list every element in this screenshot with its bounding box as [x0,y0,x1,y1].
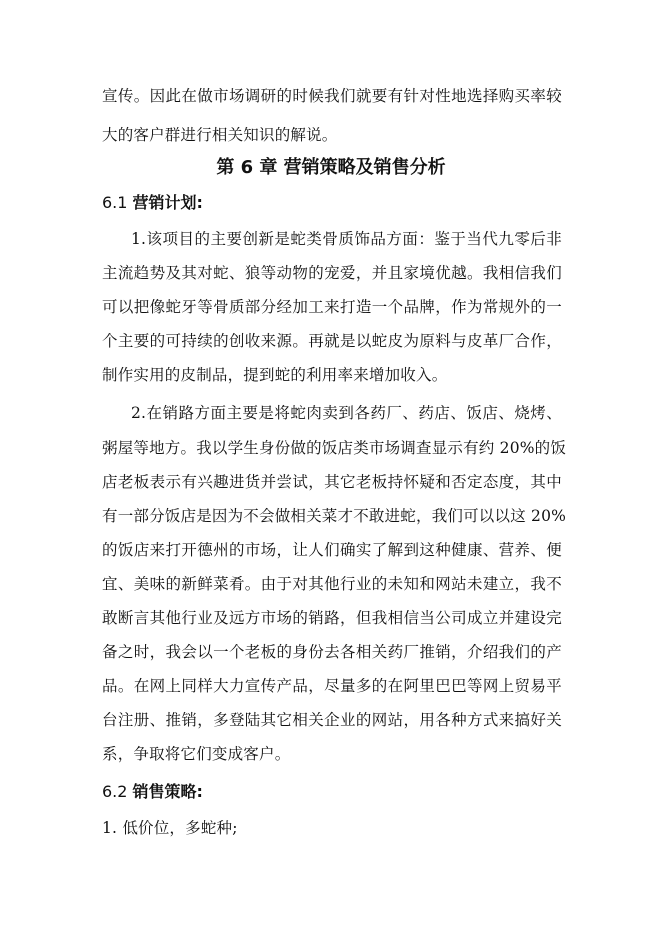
paragraph-line: 主流趋势及其对蛇、狼等动物的宠爱，并且家境优越。我相信我们 [102,264,562,282]
section-heading-6-2 [102,781,203,803]
strategy-item: 1. 低价位，多蛇种; [102,819,238,837]
section-title: 销售策略: [132,782,203,801]
section-number: 6.2 [102,782,128,801]
paragraph-line: 敢断言其他行业及远方市场的销路，但我相信当公司成立并建设完 [102,609,562,627]
intro-line: 宣传。因此在做市场调研的时候我们就要有针对性地选择购买率较 [102,87,562,105]
paragraph-line: 台注册、推销，多登陆其它相关企业的网站，用各种方式来搞好关 [102,711,562,729]
section-heading-6-1 [102,192,203,214]
paragraph-line: 备之时，我会以一个老板的身份去各相关药厂推销，介绍我们的产 [102,643,562,661]
chapter-heading: 第 6 章 营销策略及销售分析 [216,157,446,178]
paragraph-line: 制作实用的皮制品，提到蛇的利用率来增加收入。 [102,366,448,384]
paragraph-line: 1.该项目的主要创新是蛇类骨质饰品方面：鉴于当代九零后非 [131,230,562,248]
section-number: 6.1 [102,193,128,212]
paragraph-line: 粥屋等地方。我以学生身份做的饭店类市场调查显示有约 20%的饭 [102,439,567,457]
section-title: 营销计划: [132,193,203,212]
paragraph-line: 个主要的可持续的创收来源。再就是以蛇皮为原料与皮革厂合作， [102,332,562,350]
paragraph-line: 的饭店来打开德州的市场，让人们确实了解到这种健康、营养、便 [102,541,562,559]
paragraph-line: 2.在销路方面主要是将蛇肉卖到各药厂、药店、饭店、烧烤、 [131,404,562,422]
paragraph-line: 宜、美味的新鲜菜肴。由于对其他行业的未知和网站未建立，我不 [102,575,562,593]
intro-line: 大的客户群进行相关知识的解说。 [102,126,338,144]
paragraph-line: 品。在网上同样大力宣传产品，尽量多的在阿里巴巴等网上贸易平 [102,677,562,695]
paragraph-line: 系，争取将它们变成客户。 [102,745,291,763]
paragraph-line: 店老板表示有兴趣进货并尝试，其它老板持怀疑和否定态度，其中 [102,473,562,491]
paragraph-line: 有一部分饭店是因为不会做相关菜才不敢进蛇，我们可以以这 20% [102,507,567,525]
paragraph-line: 可以把像蛇牙等骨质部分经加工来打造一个品牌，作为常规外的一 [102,298,562,316]
